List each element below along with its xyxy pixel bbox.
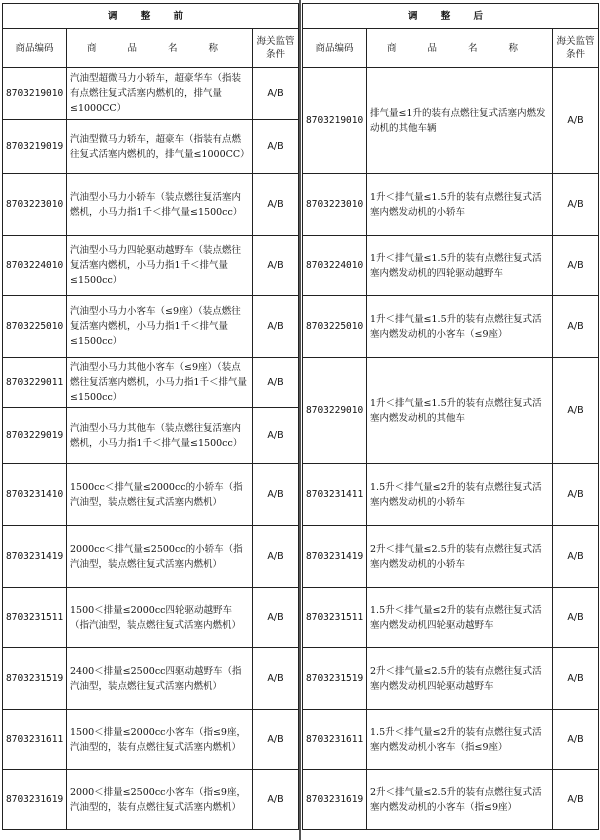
row-code: 8703225010: [3, 296, 67, 358]
table-row: [303, 648, 599, 710]
row-cond: A/B: [553, 174, 599, 236]
table-row: [3, 120, 299, 174]
after-header-cond: 海关监管条件: [553, 29, 599, 68]
table-row: [303, 296, 599, 358]
row-code: 8703231419: [303, 526, 367, 588]
row-name: 汽油型小马力小客车（≤9座）（装点燃往复活塞内燃机，小马力指1千＜排气量≤1500cc）: [67, 296, 253, 358]
row-cond: A/B: [253, 358, 299, 408]
before-header-name: 商 品 名 称: [67, 29, 253, 68]
row-code: 8703224010: [3, 236, 67, 296]
row-cond: A/B: [553, 770, 599, 830]
row-name: 2升＜排气量≤2.5升的装有点燃往复式活塞内燃发动机的小轿车: [367, 526, 553, 588]
after-title: 调 整 后: [303, 4, 599, 29]
table-row: [303, 588, 599, 648]
row-cond: A/B: [553, 526, 599, 588]
row-cond: A/B: [553, 588, 599, 648]
table-row: [303, 68, 599, 174]
row-cond: A/B: [253, 526, 299, 588]
row-cond: A/B: [253, 710, 299, 770]
row-name: 1500＜排量≤2000cc四轮驱动越野车（指汽油型，装点燃往复式活塞内燃机）: [67, 588, 253, 648]
row-name: 1升＜排气量≤1.5升的装有点燃往复式活塞内燃发动机的小轿车: [367, 174, 553, 236]
row-name: 2升＜排气量≤2.5升的装有点燃往复式活塞内燃发动机四轮驱动越野车: [367, 648, 553, 710]
row-code: 8703219019: [3, 120, 67, 174]
row-name: 汽油型小马力其他车（装点燃往复活塞内燃机，小马力指1千＜排气量≤1500cc）: [67, 408, 253, 464]
before-title: 调 整 前: [3, 4, 299, 29]
row-name: 2400＜排量≤2500cc四驱动越野车（指汽油型，装点燃往复式活塞内燃机）: [67, 648, 253, 710]
row-cond: A/B: [253, 68, 299, 120]
row-code: 8703231519: [3, 648, 67, 710]
row-cond: A/B: [253, 588, 299, 648]
table-row: [303, 526, 599, 588]
after-table: [302, 3, 599, 830]
table-row: [3, 174, 299, 236]
row-cond: A/B: [253, 174, 299, 236]
row-code: 8703224010: [303, 236, 367, 296]
row-name: 2000cc＜排气量≤2500cc的小轿车（指汽油型，装点燃往复式活塞内燃机）: [67, 526, 253, 588]
table-row: [3, 464, 299, 526]
center-divider: [299, 0, 301, 840]
row-code: 8703229011: [3, 358, 67, 408]
table-row: [303, 236, 599, 296]
row-code: 8703229019: [3, 408, 67, 464]
row-code: 8703231410: [3, 464, 67, 526]
table-row: [3, 68, 299, 120]
row-code: 8703231419: [3, 526, 67, 588]
row-name: 1.5升＜排气量≤2升的装有点燃往复式活塞内燃发动机的小轿车: [367, 464, 553, 526]
row-code: 8703231619: [303, 770, 367, 830]
row-cond: A/B: [553, 710, 599, 770]
row-code: 8703231519: [303, 648, 367, 710]
row-cond: A/B: [553, 296, 599, 358]
row-code: 8703229010: [303, 358, 367, 464]
row-name: 汽油型小马力四轮驱动越野车（装点燃往复活塞内燃机，小马力指1千＜排气量≤1500cc）: [67, 236, 253, 296]
row-cond: A/B: [553, 68, 599, 174]
before-table: [2, 3, 299, 830]
row-code: 8703223010: [303, 174, 367, 236]
row-code: 8703231411: [303, 464, 367, 526]
row-code: 8703225010: [303, 296, 367, 358]
table-row: [303, 174, 599, 236]
row-name: 1升＜排气量≤1.5升的装有点燃往复式活塞内燃发动机的四轮驱动越野车: [367, 236, 553, 296]
row-name: 汽油型超微马力小轿车，超豪华车（指装有点燃往复式活塞内燃机的，排气量≤1000CC）: [67, 68, 253, 120]
row-name: 1升＜排气量≤1.5升的装有点燃往复式活塞内燃发动机的小客车（≤9座）: [367, 296, 553, 358]
row-cond: A/B: [553, 358, 599, 464]
table-row: [3, 408, 299, 464]
table-row: [3, 236, 299, 296]
row-code: 8703231611: [3, 710, 67, 770]
row-code: 8703219010: [3, 68, 67, 120]
row-name: 1.5升＜排气量≤2升的装有点燃往复式活塞内燃发动机四轮驱动越野车: [367, 588, 553, 648]
row-name: 汽油型小马力小轿车（装点燃往复活塞内燃机，小马力指1千＜排气量≤1500cc）: [67, 174, 253, 236]
row-name: 汽油型微马力轿车，超豪车（指装有点燃往复式活塞内燃机的，排气量≤1000CC）: [67, 120, 253, 174]
row-code: 8703231511: [3, 588, 67, 648]
table-row: [303, 710, 599, 770]
before-header-code: 商品编码: [3, 29, 67, 68]
row-cond: A/B: [253, 770, 299, 830]
row-name: 1500cc＜排气量≤2000cc的小轿车（指汽油型，装点燃往复式活塞内燃机）: [67, 464, 253, 526]
table-row: [3, 648, 299, 710]
table-row: [303, 358, 599, 464]
row-name: 2000＜排量≤2500cc小客车（指≤9座，汽油型的，装有点燃往复式活塞内燃机）: [67, 770, 253, 830]
row-cond: A/B: [553, 648, 599, 710]
table-row: [3, 588, 299, 648]
row-code: 8703223010: [3, 174, 67, 236]
table-row: [3, 770, 299, 830]
table-row: [3, 296, 299, 358]
row-code: 8703219010: [303, 68, 367, 174]
table-row: [3, 526, 299, 588]
row-name: 排气量≤1升的装有点燃往复式活塞内燃发动机的其他车辆: [367, 68, 553, 174]
row-name: 1升＜排气量≤1.5升的装有点燃往复式活塞内燃发动机的其他车: [367, 358, 553, 464]
row-code: 8703231611: [303, 710, 367, 770]
row-name: 2升＜排气量≤2.5升的装有点燃往复式活塞内燃发动机的小客车（指≤9座）: [367, 770, 553, 830]
row-cond: A/B: [253, 120, 299, 174]
table-row: [303, 464, 599, 526]
row-cond: A/B: [253, 236, 299, 296]
after-header-name: 商 品 名 称: [367, 29, 553, 68]
row-cond: A/B: [253, 296, 299, 358]
before-header-cond: 海关监管条件: [253, 29, 299, 68]
row-name: 1.5升＜排气量≤2升的装有点燃往复式活塞内燃发动机小客车（指≤9座）: [367, 710, 553, 770]
row-cond: A/B: [553, 236, 599, 296]
row-code: 8703231511: [303, 588, 367, 648]
row-cond: A/B: [253, 408, 299, 464]
table-row: [3, 358, 299, 408]
row-name: 汽油型小马力其他小客车（≤9座）（装点燃往复活塞内燃机，小马力指1千＜排气量≤1500cc）: [67, 358, 253, 408]
table-row: [3, 710, 299, 770]
row-code: 8703231619: [3, 770, 67, 830]
after-header-code: 商品编码: [303, 29, 367, 68]
row-cond: A/B: [253, 464, 299, 526]
row-name: 1500＜排量≤2000cc小客车（指≤9座，汽油型的，装有点燃往复式活塞内燃机）: [67, 710, 253, 770]
table-row: [303, 770, 599, 830]
row-cond: A/B: [553, 464, 599, 526]
row-cond: A/B: [253, 648, 299, 710]
